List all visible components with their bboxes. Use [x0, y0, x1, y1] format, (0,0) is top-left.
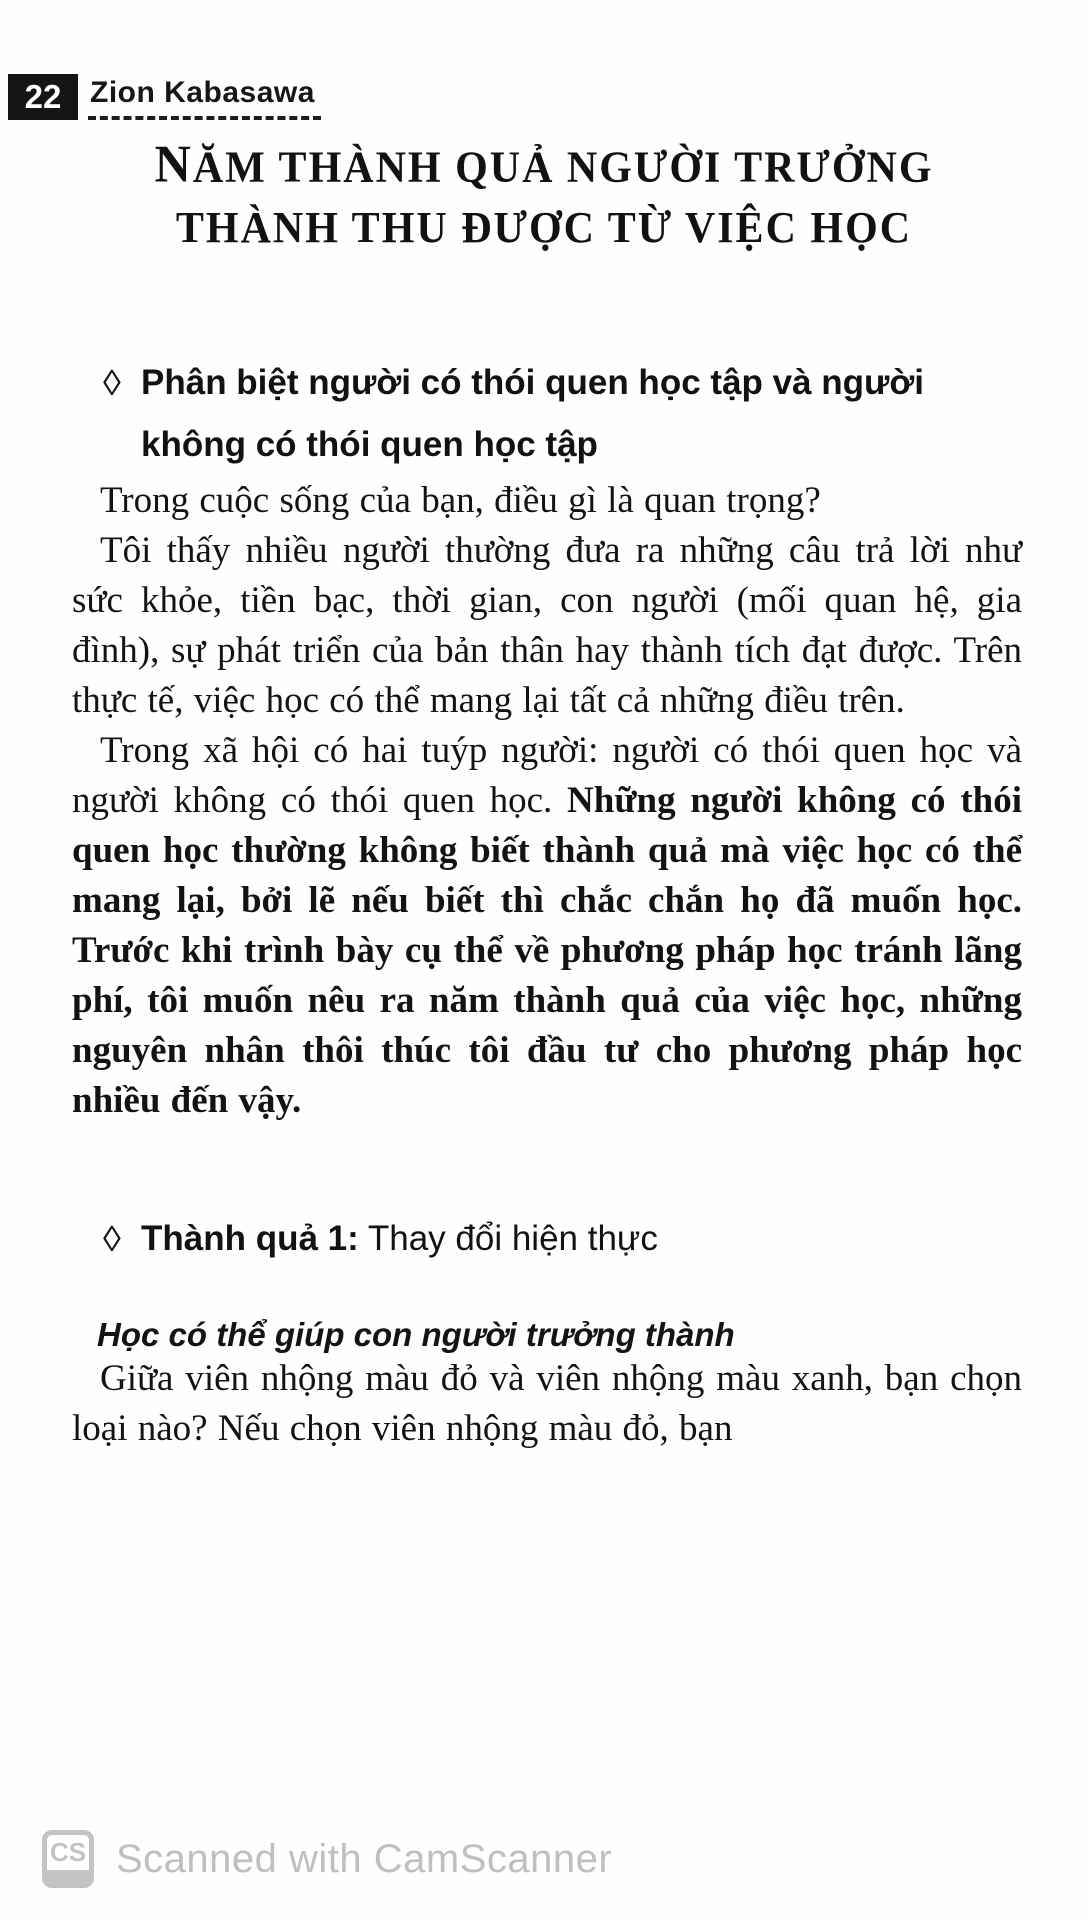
author-name: Zion Kabasawa	[90, 76, 315, 109]
section-heading	[103, 352, 1018, 476]
paragraph-1: Trong cuộc sống của bạn, điều gì là quan trọng?	[100, 480, 821, 521]
camscanner-icon-letters: CS	[49, 1837, 87, 1867]
page-number: 22	[24, 78, 62, 115]
chapter-title-line1: NĂM THÀNH QUẢ NGƯỜI TRƯỞNG	[154, 134, 934, 193]
result-heading-text	[141, 1208, 658, 1270]
paragraph-2: Tôi thấy nhiều người thường đưa ra những câu trả lời như sức khỏe, tiền bạc, thời gian, con người (mối quan hệ, gia đình), sự phát triển của bản thân hay thành tích đạt được. Trên thực tế, việc học có thể mang lại tất cả những điều trên.	[72, 530, 1022, 721]
section-heading-text: Phân biệt người có thói quen học tập và người không có thói quen học tập	[141, 363, 924, 464]
chapter-title-line2: THÀNH THU ĐƯỢC TỪ VIỆC HỌC	[175, 204, 913, 253]
result-heading-regular: Thay đổi hiện thực	[358, 1219, 658, 1258]
paragraph-3-bold: Những người không có thói quen học thường không biết thành quả mà việc học có thể mang lại, bởi lẽ nếu biết thì chắc chắn họ đã muốn học. Trước khi trình bày cụ thể về phương pháp học tránh lãng phí, tôi muốn nêu ra năm thành quả của việc học, những nguyên nhân thôi thúc tôi đầu tư cho phương pháp học nhiều đến vậy.	[72, 780, 1022, 1121]
result-heading-bold: Thành quả 1:	[141, 1219, 359, 1258]
result-heading	[103, 1208, 1018, 1270]
italic-subheading: Học có thể giúp con người trưởng thành	[97, 1316, 735, 1353]
camscanner-watermark	[42, 1830, 612, 1888]
camscanner-icon-band	[47, 1870, 89, 1883]
paragraph-4: Giữa viên nhộng màu đỏ và viên nhộng màu xanh, bạn chọn loại nào? Nếu chọn viên nhộng màu đỏ, bạn	[72, 1358, 1022, 1449]
paragraph-3-regular: Trong xã hội có hai tuýp người: người có thói quen học và người không có thói quen học.	[72, 730, 1022, 821]
paragraph-3	[72, 726, 1022, 1126]
camscanner-text: Scanned with CamScanner	[116, 1836, 613, 1881]
camscanner-icon	[42, 1830, 94, 1888]
diamond-icon: ◊	[103, 362, 121, 403]
diamond-icon: ◊	[103, 1218, 121, 1259]
